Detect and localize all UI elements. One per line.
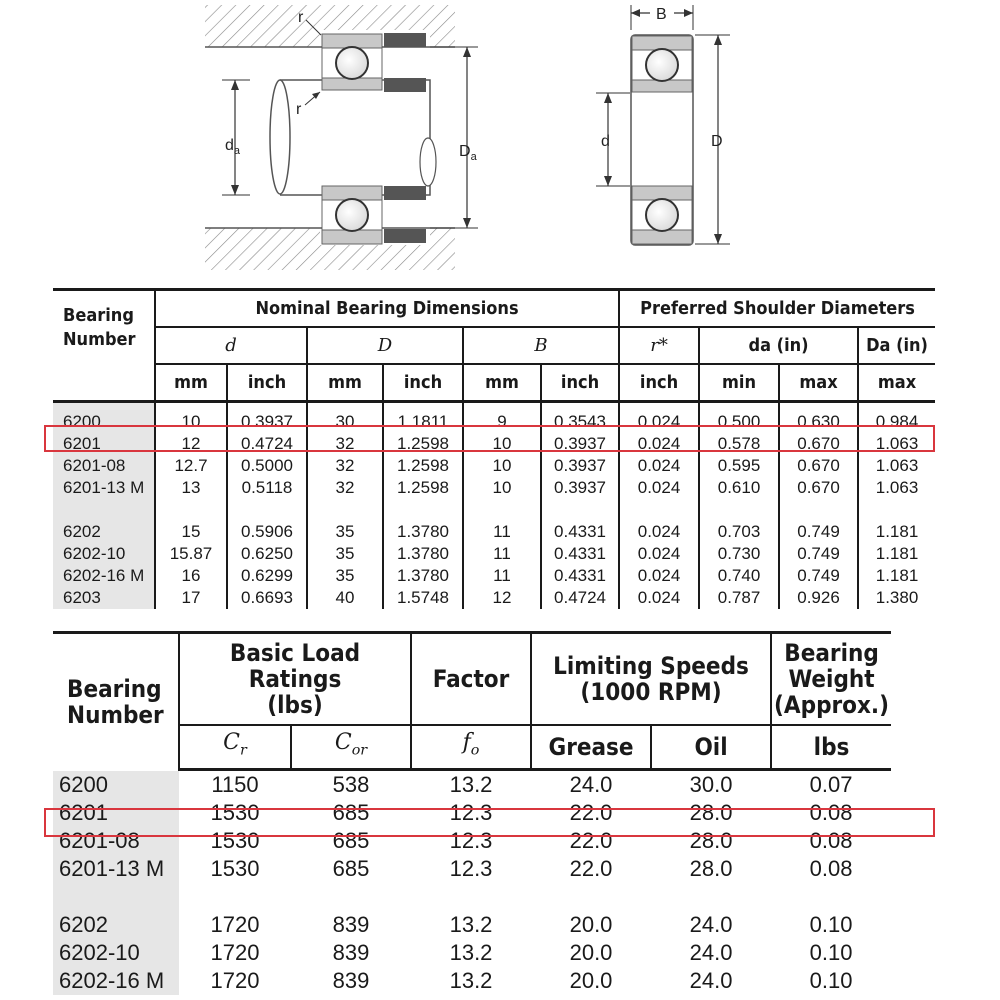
table-cell: 0.08 <box>809 828 853 853</box>
table-cell: 1150 <box>211 772 259 797</box>
bearing-number-cell: 6201-08 <box>53 455 155 477</box>
ball-bottom <box>336 199 368 231</box>
bearing-number-cell: 6202-10 <box>53 543 155 565</box>
table-cell: 0.3937 <box>541 455 619 477</box>
table-cell: 1.380 <box>875 588 919 607</box>
table-cell: 15 <box>155 521 227 543</box>
col-r-header: r* <box>619 327 699 364</box>
bearing-number-cell: 6201 <box>53 433 155 455</box>
table-cell: 1.181 <box>875 522 919 541</box>
unit-spacer <box>53 364 155 402</box>
table-cell: 0.787 <box>699 587 779 609</box>
table-cell: 0.4724 <box>227 433 307 455</box>
bearing-number-cell: 6203 <box>53 587 155 609</box>
table-cell: 0.749 <box>779 521 858 543</box>
d-label: d <box>601 133 610 150</box>
table-cell: 1.181 <box>875 544 919 563</box>
highlight-6201-table2 <box>44 808 935 837</box>
table-cell: 20.0 <box>569 968 613 993</box>
table-cell: 30 <box>307 411 383 433</box>
table-cell: 32 <box>307 433 383 455</box>
table-cell: 1530 <box>210 800 260 825</box>
unit-header: inch <box>227 364 307 402</box>
col-da-header: da (in) <box>699 327 858 364</box>
col-B-header: B <box>463 327 619 364</box>
table-cell: 0.3543 <box>541 411 619 433</box>
table-cell: 0.6250 <box>227 543 307 565</box>
table-cell: 1.2598 <box>383 477 463 499</box>
unit-header: mm <box>155 364 227 402</box>
table-cell: 12 <box>155 433 227 455</box>
table-cell: 0.024 <box>619 433 699 455</box>
table-row <box>53 455 935 477</box>
table-cell: 13.2 <box>449 940 493 965</box>
r-label-mid: r <box>296 101 302 118</box>
table-cell: 0.07 <box>809 772 853 797</box>
table-cell: 1720 <box>210 912 260 937</box>
table-cell: 0.5906 <box>227 521 307 543</box>
table-cell: 685 <box>332 800 370 825</box>
table-cell: 0.500 <box>699 411 779 433</box>
shaft <box>280 80 430 195</box>
table-cell: 15.87 <box>155 543 227 565</box>
table-cell: 20.0 <box>569 940 613 965</box>
unit-header: inch <box>541 364 619 402</box>
shield-bottom-inner <box>384 186 426 200</box>
table-row <box>53 939 891 967</box>
table-cell: 0.578 <box>699 433 779 455</box>
table-cell: 20.0 <box>569 912 613 937</box>
bearing-number-header: Bearing Number <box>53 290 155 365</box>
table-cell: 0.08 <box>809 800 853 825</box>
table-cell: 22.0 <box>569 800 613 825</box>
highlight-6201-table1 <box>44 425 935 452</box>
unit-header: max <box>858 364 935 402</box>
table-cell: 10 <box>463 455 541 477</box>
table-cell: 0.024 <box>619 543 699 565</box>
Da-label: $D_a$ <box>459 143 477 163</box>
table-cell: 10 <box>463 433 541 455</box>
table-cell: 0.5000 <box>227 455 307 477</box>
bearing-number-cell: 6202-16 M <box>53 565 155 587</box>
table-cell: 0.08 <box>809 856 853 881</box>
table-cell: 0.10 <box>809 968 853 993</box>
table-cell: 685 <box>332 828 370 853</box>
table-cell: 10 <box>155 411 227 433</box>
col-lbs-header: lbs <box>771 725 891 770</box>
table-cell: 24.0 <box>569 772 613 797</box>
bearing-number-cell: 6202-16 M <box>53 967 179 995</box>
table-cell: 0.749 <box>779 543 858 565</box>
table-cell: 32 <box>307 477 383 499</box>
table-row <box>53 771 891 799</box>
table-cell: 1.3780 <box>383 521 463 543</box>
table-cell: 0.024 <box>619 455 699 477</box>
bearing-number-cell: 6200 <box>53 771 179 799</box>
table-cell: 28.0 <box>689 828 733 853</box>
unit-header: min <box>699 364 779 402</box>
bearing-number-cell: 6201 <box>53 799 179 827</box>
table-cell: 0.595 <box>699 455 779 477</box>
unit-header: inch <box>383 364 463 402</box>
table-cell: 0.926 <box>779 587 858 609</box>
table-row <box>53 521 935 543</box>
table-cell: 0.6693 <box>227 587 307 609</box>
col-cor-header: $C_{or}$ <box>291 725 411 770</box>
table-cell: 11 <box>463 543 541 565</box>
table-cell: 0.4724 <box>541 587 619 609</box>
table-cell: 28.0 <box>689 800 733 825</box>
col-cr-header: $C_r$ <box>179 725 291 770</box>
bearing-number-cell: 6200 <box>53 411 155 433</box>
unit-header: max <box>779 364 858 402</box>
col-grease-header: Grease <box>531 725 651 770</box>
table-cell: 1.063 <box>875 434 919 453</box>
limiting-speeds-header: Limiting Speeds (1000 RPM) <box>531 633 771 726</box>
basic-load-header: Basic Load Ratings (lbs) <box>179 633 411 726</box>
table-cell: 538 <box>332 772 370 797</box>
table-cell: 1720 <box>210 968 260 993</box>
table-cell: 1.2598 <box>383 455 463 477</box>
table-cell: 35 <box>307 521 383 543</box>
table-cell: 1.1811 <box>383 411 463 433</box>
table-cell: 0.670 <box>779 455 858 477</box>
r-label-top: r <box>298 9 304 26</box>
table-cell: 0.024 <box>619 587 699 609</box>
table-cell: 24.0 <box>689 940 733 965</box>
table-cell: 16 <box>155 565 227 587</box>
factor-header: Factor <box>411 633 531 726</box>
table-cell: 13 <box>155 477 227 499</box>
table-cell: 12.3 <box>449 828 493 853</box>
table-cell: 0.4331 <box>541 565 619 587</box>
unit-header: mm <box>463 364 541 402</box>
table-cell: 12 <box>463 587 541 609</box>
shield-top-inner <box>384 78 426 92</box>
table-cell: 0.024 <box>619 565 699 587</box>
table-cell: 11 <box>463 521 541 543</box>
bearing-number-cell: 6201-08 <box>53 827 179 855</box>
table-cell: 40 <box>307 587 383 609</box>
table-cell: 32 <box>307 455 383 477</box>
col-Da-header: Da (in) <box>858 327 935 364</box>
table-cell: 35 <box>307 543 383 565</box>
table-cell: 12.7 <box>155 455 227 477</box>
table-cell: 0.4331 <box>541 543 619 565</box>
da-label: $d_a$ <box>225 137 241 157</box>
bearing-number-cell: 6201-13 M <box>53 477 155 499</box>
table-cell: 1.063 <box>875 456 919 475</box>
table-cell: 0.984 <box>875 412 919 431</box>
table-row <box>53 911 891 939</box>
table-cell: 0.610 <box>699 477 779 499</box>
table-cell: 1720 <box>210 940 260 965</box>
table-cell: 685 <box>332 856 370 881</box>
B-label: B <box>656 6 667 23</box>
table-cell: 0.3937 <box>227 411 307 433</box>
table-cell: 35 <box>307 565 383 587</box>
table-cell: 0.024 <box>619 411 699 433</box>
col-fo-header: $f_o$ <box>411 725 531 770</box>
table-cell: 12.3 <box>449 800 493 825</box>
table-cell: 1530 <box>210 828 260 853</box>
table-cell: 11 <box>463 565 541 587</box>
table-cell: 22.0 <box>569 828 613 853</box>
bearing-section-drawing <box>596 5 730 245</box>
table-cell: 22.0 <box>569 856 613 881</box>
table-cell: 0.3937 <box>541 433 619 455</box>
table-cell: 0.10 <box>809 940 853 965</box>
ball-top-section <box>646 49 678 81</box>
table-cell: 17 <box>155 587 227 609</box>
table-cell: 24.0 <box>689 912 733 937</box>
bearing-diagram <box>0 0 1000 280</box>
col-D-header: D <box>307 327 463 364</box>
unit-header: mm <box>307 364 383 402</box>
table-row <box>53 477 935 499</box>
table-cell: 0.670 <box>779 477 858 499</box>
table-cell: 1.3780 <box>383 565 463 587</box>
shield-top-outer <box>384 33 426 47</box>
table-cell: 839 <box>332 940 370 965</box>
nominal-dimensions-header: Nominal Bearing Dimensions <box>155 290 619 328</box>
unit-header: inch <box>619 364 699 402</box>
bearing-number-cell: 6202 <box>53 521 155 543</box>
table-row <box>53 565 935 587</box>
table-cell: 0.5118 <box>227 477 307 499</box>
bearing-number-cell: 6202-10 <box>53 939 179 967</box>
table-cell: 0.024 <box>619 521 699 543</box>
shoulder-diameters-header: Preferred Shoulder Diameters <box>619 290 935 328</box>
shield-bottom-outer <box>384 229 426 243</box>
table-cell: 0.630 <box>779 411 858 433</box>
table-cell: 1.3780 <box>383 543 463 565</box>
table-cell: 9 <box>463 411 541 433</box>
table-cell: 0.10 <box>809 912 853 937</box>
table-cell: 0.6299 <box>227 565 307 587</box>
table-cell: 13.2 <box>449 968 493 993</box>
table-cell: 0.740 <box>699 565 779 587</box>
bearing-number-header-2: Bearing Number <box>53 633 179 770</box>
table-cell: 1530 <box>210 856 260 881</box>
table-cell: 10 <box>463 477 541 499</box>
ball-bottom-section <box>646 199 678 231</box>
table-cell: 0.730 <box>699 543 779 565</box>
table-row <box>53 855 891 883</box>
table-row <box>53 967 891 995</box>
table-cell: 0.4331 <box>541 521 619 543</box>
table-cell: 28.0 <box>689 856 733 881</box>
col-oil-header: Oil <box>651 725 771 770</box>
table-cell: 0.3937 <box>541 477 619 499</box>
bearing-weight-header: Bearing Weight (Approx.) <box>771 633 891 726</box>
bearing-number-cell: 6202 <box>53 911 179 939</box>
table-cell: 13.2 <box>449 772 493 797</box>
table-cell: 13.2 <box>449 912 493 937</box>
bearing-number-cell: 6201-13 M <box>53 855 179 883</box>
table-cell: 0.749 <box>779 565 858 587</box>
table-cell: 1.2598 <box>383 433 463 455</box>
table-cell: 0.024 <box>619 477 699 499</box>
table-row <box>53 543 935 565</box>
table-cell: 839 <box>332 968 370 993</box>
table-cell: 839 <box>332 912 370 937</box>
table-row <box>53 587 935 609</box>
table-cell: 1.5748 <box>383 587 463 609</box>
mounted-bearing-drawing <box>205 5 478 270</box>
table-cell: 1.181 <box>875 566 919 585</box>
ball-top <box>336 47 368 79</box>
table-cell: 24.0 <box>689 968 733 993</box>
D-label: D <box>711 133 723 150</box>
table-cell: 1.063 <box>875 478 919 497</box>
table-cell: 30.0 <box>689 772 733 797</box>
table-cell: 0.703 <box>699 521 779 543</box>
table-cell: 0.670 <box>779 433 858 455</box>
col-d-header: d <box>155 327 307 364</box>
table-cell: 12.3 <box>449 856 493 881</box>
